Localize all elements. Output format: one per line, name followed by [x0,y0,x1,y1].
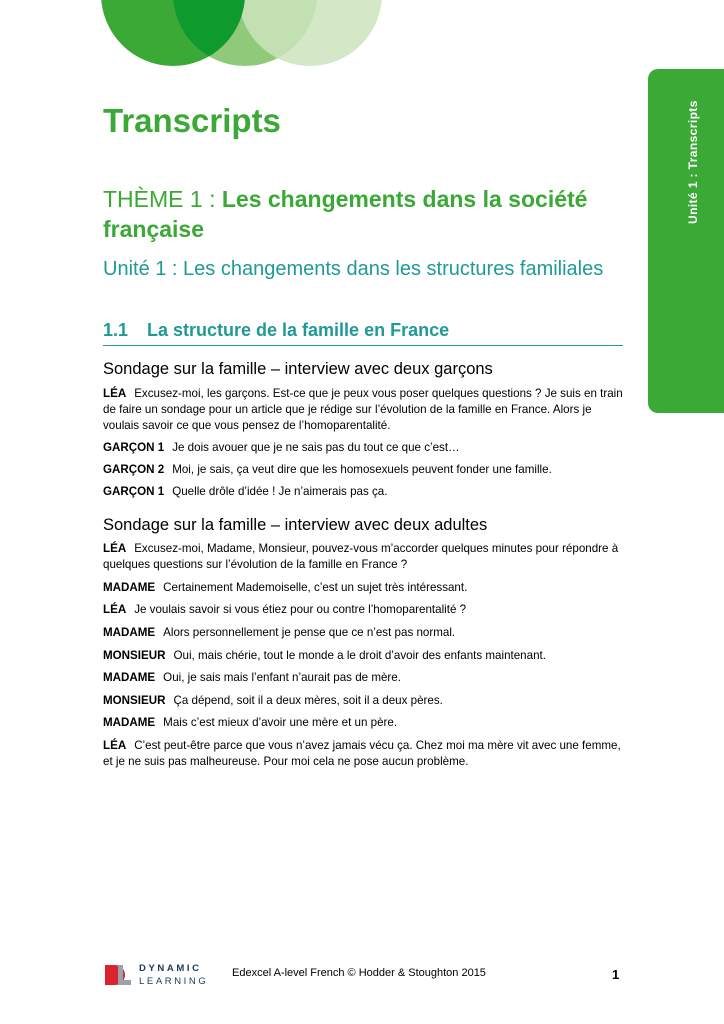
dialogue-line [103,602,623,618]
section-heading [103,320,623,346]
speaker: MADAME [103,626,156,639]
dialogue-line [103,693,623,709]
dialogue-line [103,738,623,770]
decor-overlap [0,0,400,70]
dialogue-line [103,462,623,478]
speaker: LÉA [103,739,127,752]
speaker: MADAME [103,581,156,594]
section-title: La structure de la famille en France [147,320,450,340]
line-text: Mais c’est mieux d’avoir une mère et un père. [163,716,398,729]
logo-word-learning: LEARNING [139,976,209,987]
theme-name: Les changements dans la société française [103,186,588,242]
speaker: MONSIEUR [103,694,166,707]
speaker: GARÇON 1 [103,485,165,498]
dialogue-line [103,580,623,596]
line-text: Oui, mais chérie, tout le monde a le droit d’avoir des enfants maintenant. [173,649,546,662]
page-number: 1 [612,967,620,982]
dialogue-line [103,715,623,731]
dialogue-line [103,541,623,573]
line-text: Ça dépend, soit il a deux mères, soit il a deux pères. [173,694,443,707]
dialogue2-heading: Sondage sur la famille – interview avec deux adultes [103,516,488,534]
line-text: C’est peut-être parce que vous n’avez jamais vécu ça. Chez moi ma mère vit avec une femme, et je ne suis pas malheureuse. Pour moi cela ne pose aucun problème. [103,739,621,768]
section-number: 1.1 [103,320,129,340]
dialogue-line [103,625,623,641]
line-text: Je dois avouer que je ne sais pas du tout ce que c’est… [172,441,460,454]
dialogue-line [103,648,623,664]
line-text: Oui, je sais mais l’enfant n’aurait pas de mère. [163,671,401,684]
speaker: LÉA [103,603,127,616]
dialogue-line [103,484,623,500]
speaker: MADAME [103,716,156,729]
speaker: LÉA [103,542,127,555]
line-text: Moi, je sais, ça veut dire que les homosexuels peuvent fonder une famille. [172,463,552,476]
header-decoration [0,0,400,70]
line-text: Quelle drôle d’idée ! Je n’aimerais pas ça. [172,485,388,498]
theme-prefix: THÈME 1 : [103,186,222,212]
theme-heading [103,184,643,244]
line-text: Excusez-moi, les garçons. Est-ce que je peux vous poser quelques questions ? Je suis en train de faire un sondage pour un article que je rédige sur l’évolution de la famille en France. Alors je voulais savoir ce que vous pensez de l’homoparentalité. [103,387,623,432]
dialogue-line [103,386,623,434]
line-text: Certainement Mademoiselle, c’est un sujet très intéressant. [163,581,468,594]
dialogue-line [103,670,623,686]
line-text: Je voulais savoir si vous étiez pour ou contre l’homoparentalité ? [134,603,467,616]
line-text: Excusez-moi, Madame, Monsieur, pouvez-vous m’accorder quelques minutes pour répondre à quelques questions sur l’évolution de la famille en France ? [103,542,619,571]
footer-copyright: Edexcel A-level French © Hodder & Stoughton 2015 [232,967,486,979]
dynamic-learning-logo [103,961,213,989]
unit-heading: Unité 1 : Les changements dans les structures familiales [103,258,604,280]
speaker: MADAME [103,671,156,684]
dynamic-learning-logo-icon [103,963,133,987]
side-tab-label: Unité 1 : Transcripts [686,100,700,224]
speaker: GARÇON 1 [103,441,165,454]
speaker: GARÇON 2 [103,463,165,476]
page-title: Transcripts [103,102,281,139]
logo-word-dynamic: DYNAMIC [139,963,202,974]
line-text: Alors personnellement je pense que ce n’est pas normal. [163,626,456,639]
dialogue-line [103,440,623,456]
speaker: MONSIEUR [103,649,166,662]
speaker: LÉA [103,387,127,400]
dialogue1-heading: Sondage sur la famille – interview avec deux garçons [103,360,493,378]
